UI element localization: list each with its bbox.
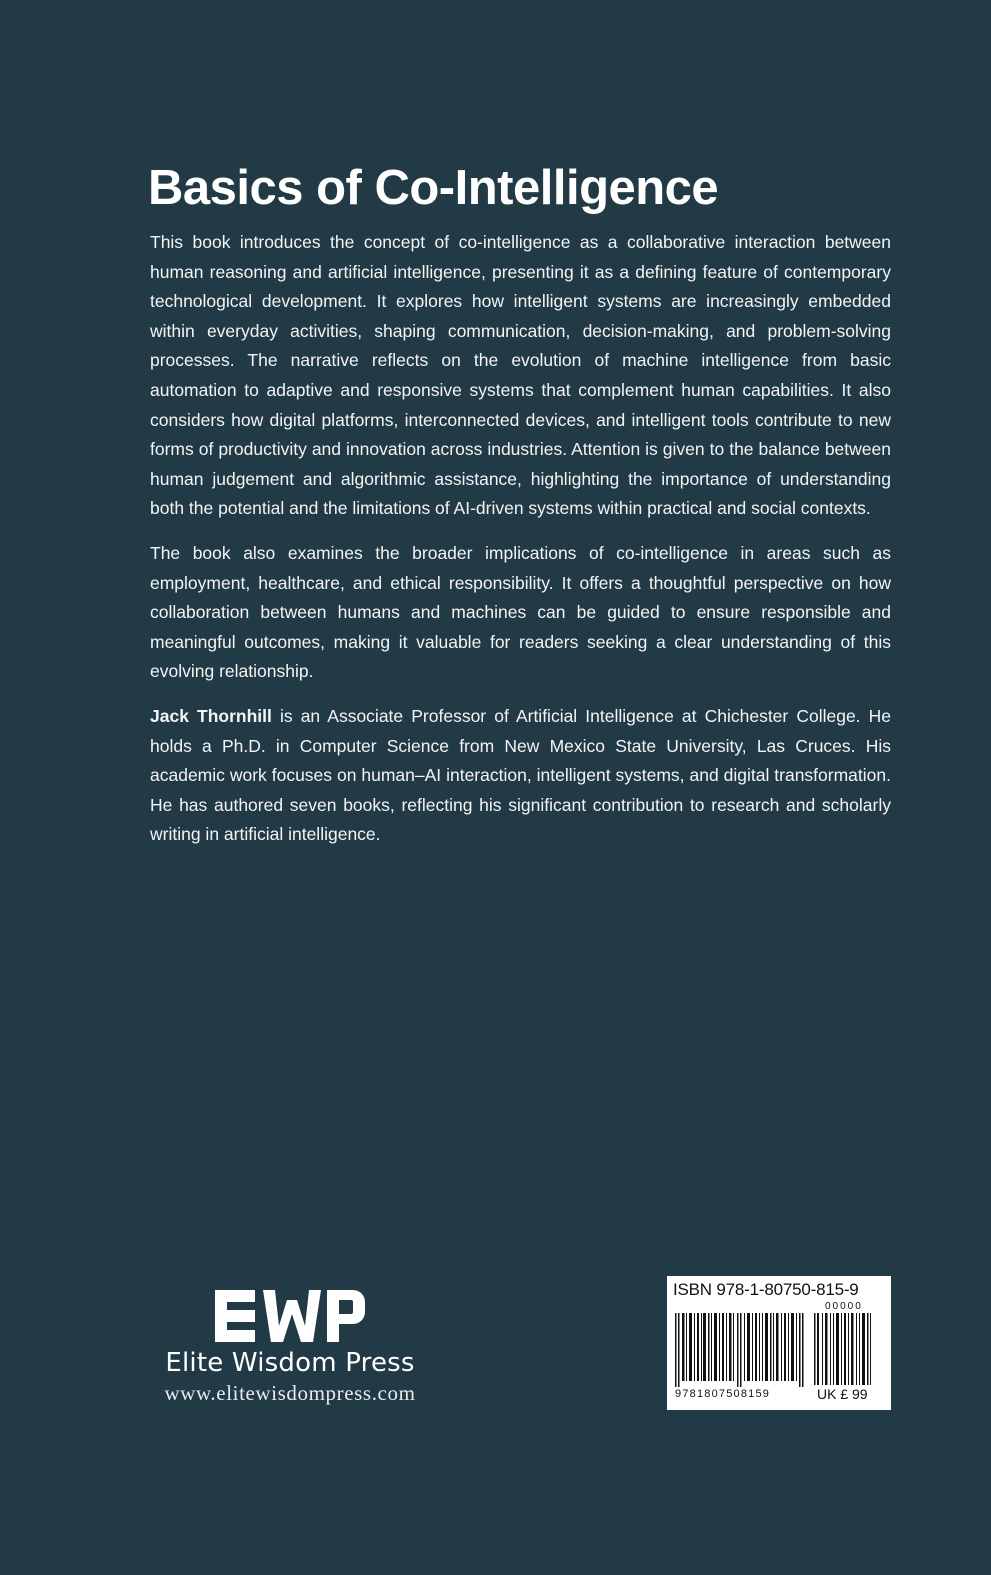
barcode-digits: 9781807508159 xyxy=(675,1388,771,1400)
ean-barcode xyxy=(675,1313,809,1387)
publisher-block xyxy=(140,1290,440,1406)
author-name: Jack Thornhill xyxy=(150,705,272,726)
isbn-barcode-box xyxy=(667,1276,891,1410)
author-bio-text: is an Associate Professor of Artificial Intelligence at Chichester College. He holds a Ph.D. in Computer Science from New Mexico State University, Las Cruces. His academic work focuses on human–AI interaction, intelligent systems, and digital transformation. He has authored seven books, reflecting his significant contribution to research and scholarly writing in artificial intelligence. xyxy=(150,705,891,845)
book-title: Basics of Co-Intelligence xyxy=(148,161,719,215)
barcode-addon-code: 00000 xyxy=(825,1301,863,1312)
publisher-name: Elite Wisdom Press xyxy=(165,1348,415,1378)
price-label: UK £ 99 xyxy=(817,1386,868,1402)
isbn-label: ISBN 978-1-80750-815-9 xyxy=(673,1280,859,1299)
back-cover-blurb xyxy=(150,228,891,865)
author-bio xyxy=(150,702,891,850)
addon-barcode xyxy=(814,1313,872,1385)
description-paragraph-2: The book also examines the broader implications of co-intelligence in areas such as employment, healthcare, and ethical responsibility. It offers a thoughtful perspective on how collaboration between humans and machines can be guided to ensure responsible and meaningful outcomes, making it valuable for readers seeking a clear understanding of this evolving relationship. xyxy=(150,542,891,682)
description-paragraph-1: This book introduces the concept of co-intelligence as a collaborative interaction between human reasoning and artificial intelligence, presenting it as a defining feature of contemporary technological development. It explores how intelligent systems are increasingly embedded within everyday activities, shaping communication, decision-making, and problem-solving processes. The narrative reflects on the evolution of machine intelligence from basic automation to adaptive and responsive systems that complement human capabilities. It also considers how digital platforms, interconnected devices, and intelligent tools contribute to new forms of productivity and innovation across industries. Attention is given to the balance between human judgement and algorithmic assistance, highlighting the importance of understanding both the potential and the limitations of AI-driven systems within practical and social contexts. xyxy=(150,232,891,519)
publisher-url: www.elitewisdompress.com xyxy=(164,1381,416,1405)
publisher-logo xyxy=(215,1290,365,1342)
